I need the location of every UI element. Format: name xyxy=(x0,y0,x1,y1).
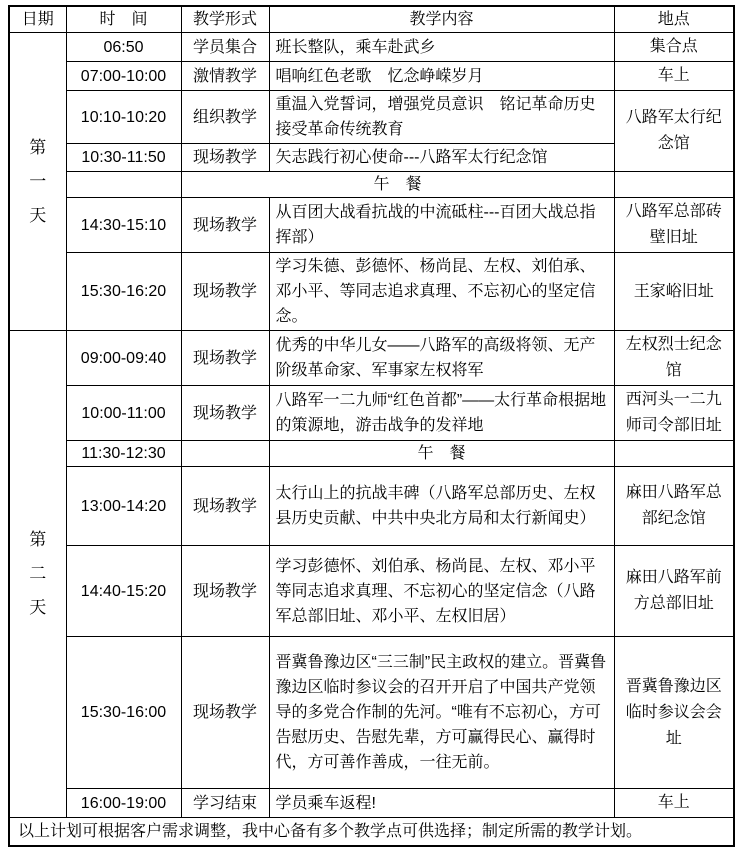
row-content: 太行山上的抗战丰碑（八路军总部历史、左权县历史贡献、中共中央北方局和太行新闻史） xyxy=(269,467,614,546)
row-time: 14:40-15:20 xyxy=(66,546,181,637)
day1-label: 第一天 xyxy=(29,137,47,225)
row-form: 学习结束 xyxy=(181,789,269,818)
table-row xyxy=(9,546,734,637)
row-location: 集合点 xyxy=(614,33,734,62)
day1-label-cell xyxy=(9,33,66,331)
row-location: 左权烈士纪念馆 xyxy=(614,331,734,386)
row-form xyxy=(181,441,269,467)
row-content: 班长整队，乘车赴武乡 xyxy=(269,33,614,62)
row-content: 优秀的中华儿女——八路军的高级将领、无产阶级革命家、军事家左权将军 xyxy=(269,331,614,386)
col-header-content: 教学内容 xyxy=(269,6,614,33)
row-form: 现场教学 xyxy=(181,386,269,441)
row-content: 学习彭德怀、刘伯承、杨尚昆、左权、邓小平等同志追求真理、不忘初心的坚定信念（八路军总部旧址、邓小平、左权旧居） xyxy=(269,546,614,637)
row-location: 八路军总部砖壁旧址 xyxy=(614,198,734,253)
table-row xyxy=(9,198,734,253)
row-location: 麻田八路军前方总部旧址 xyxy=(614,546,734,637)
col-header-form: 教学形式 xyxy=(181,6,269,33)
row-time: 11:30-12:30 xyxy=(66,441,181,467)
row-time: 09:00-09:40 xyxy=(66,331,181,386)
lunch-cell: 午 餐 xyxy=(269,441,614,467)
footer-note: 以上计划可根据客户需求调整，我中心备有多个教学点可供选择；制定所需的教学计划。 xyxy=(9,818,734,847)
row-form: 激情教学 xyxy=(181,62,269,91)
row-content: 晋冀鲁豫边区“三三制”民主政权的建立。晋冀鲁豫边区临时参议会的召开开启了中国共产党领导的多党合作制的先河。“唯有不忘初心，方可告慰历史、告慰先辈，方可赢得民心、赢得时代，方可善作善成，一往无前。 xyxy=(269,637,614,789)
row-location: 西河头一二九师司令部旧址 xyxy=(614,386,734,441)
row-form: 现场教学 xyxy=(181,546,269,637)
header-row xyxy=(9,6,734,33)
row-content: 学员乘车返程! xyxy=(269,789,614,818)
table-row xyxy=(9,91,734,144)
row-location: 车上 xyxy=(614,62,734,91)
table-row xyxy=(9,386,734,441)
row-content: 学习朱德、彭德怀、杨尚昆、左权、刘伯承、邓小平、等同志追求真理、不忘初心的坚定信念。 xyxy=(269,253,614,331)
row-location: 麻田八路军总部纪念馆 xyxy=(614,467,734,546)
lunch-row xyxy=(9,441,734,467)
row-time: 10:00-11:00 xyxy=(66,386,181,441)
row-location: 车上 xyxy=(614,789,734,818)
row-time: 07:00-10:00 xyxy=(66,62,181,91)
table-row xyxy=(9,331,734,386)
row-form: 现场教学 xyxy=(181,144,269,172)
teaching-schedule-table xyxy=(8,5,735,847)
table-row xyxy=(9,789,734,818)
col-header-time: 时 间 xyxy=(66,6,181,33)
row-form: 现场教学 xyxy=(181,198,269,253)
row-form: 现场教学 xyxy=(181,467,269,546)
row-content: 从百团大战看抗战的中流砥柱---百团大战总指挥部） xyxy=(269,198,614,253)
row-time: 10:30-11:50 xyxy=(66,144,181,172)
row-content: 唱响红色老歌 忆念峥嵘岁月 xyxy=(269,62,614,91)
row-location: 晋冀鲁豫边区临时参议会会址 xyxy=(614,637,734,789)
table-row xyxy=(9,62,734,91)
footer-row xyxy=(9,818,734,847)
table-row xyxy=(9,637,734,789)
row-location xyxy=(614,441,734,467)
table-row xyxy=(9,467,734,546)
row-form: 现场教学 xyxy=(181,253,269,331)
row-form: 现场教学 xyxy=(181,637,269,789)
row-location: 八路军太行纪念馆 xyxy=(614,91,734,172)
table-row xyxy=(9,253,734,331)
row-time: 16:00-19:00 xyxy=(66,789,181,818)
row-time: 10:10-10:20 xyxy=(66,91,181,144)
col-header-date: 日期 xyxy=(9,6,66,33)
row-content: 八路军一二九师“红色首都”——太行革命根据地的策源地，游击战争的发祥地 xyxy=(269,386,614,441)
table-row xyxy=(9,33,734,62)
row-form: 组织教学 xyxy=(181,91,269,144)
row-time: 15:30-16:00 xyxy=(66,637,181,789)
row-time: 13:00-14:20 xyxy=(66,467,181,546)
lunch-row xyxy=(9,172,734,198)
row-form: 现场教学 xyxy=(181,331,269,386)
row-time: 15:30-16:20 xyxy=(66,253,181,331)
row-form: 学员集合 xyxy=(181,33,269,62)
day2-label: 第二天 xyxy=(29,530,47,617)
col-header-location: 地点 xyxy=(614,6,734,33)
lunch-cell: 午 餐 xyxy=(181,172,614,198)
row-location: 王家峪旧址 xyxy=(614,253,734,331)
row-time xyxy=(66,172,181,198)
day2-label-cell xyxy=(9,331,66,818)
row-location xyxy=(614,172,734,198)
row-content: 矢志践行初心使命---八路军太行纪念馆 xyxy=(269,144,614,172)
row-content: 重温入党誓词，增强党员意识 铭记革命历史 接受革命传统教育 xyxy=(269,91,614,144)
row-time: 06:50 xyxy=(66,33,181,62)
row-time: 14:30-15:10 xyxy=(66,198,181,253)
